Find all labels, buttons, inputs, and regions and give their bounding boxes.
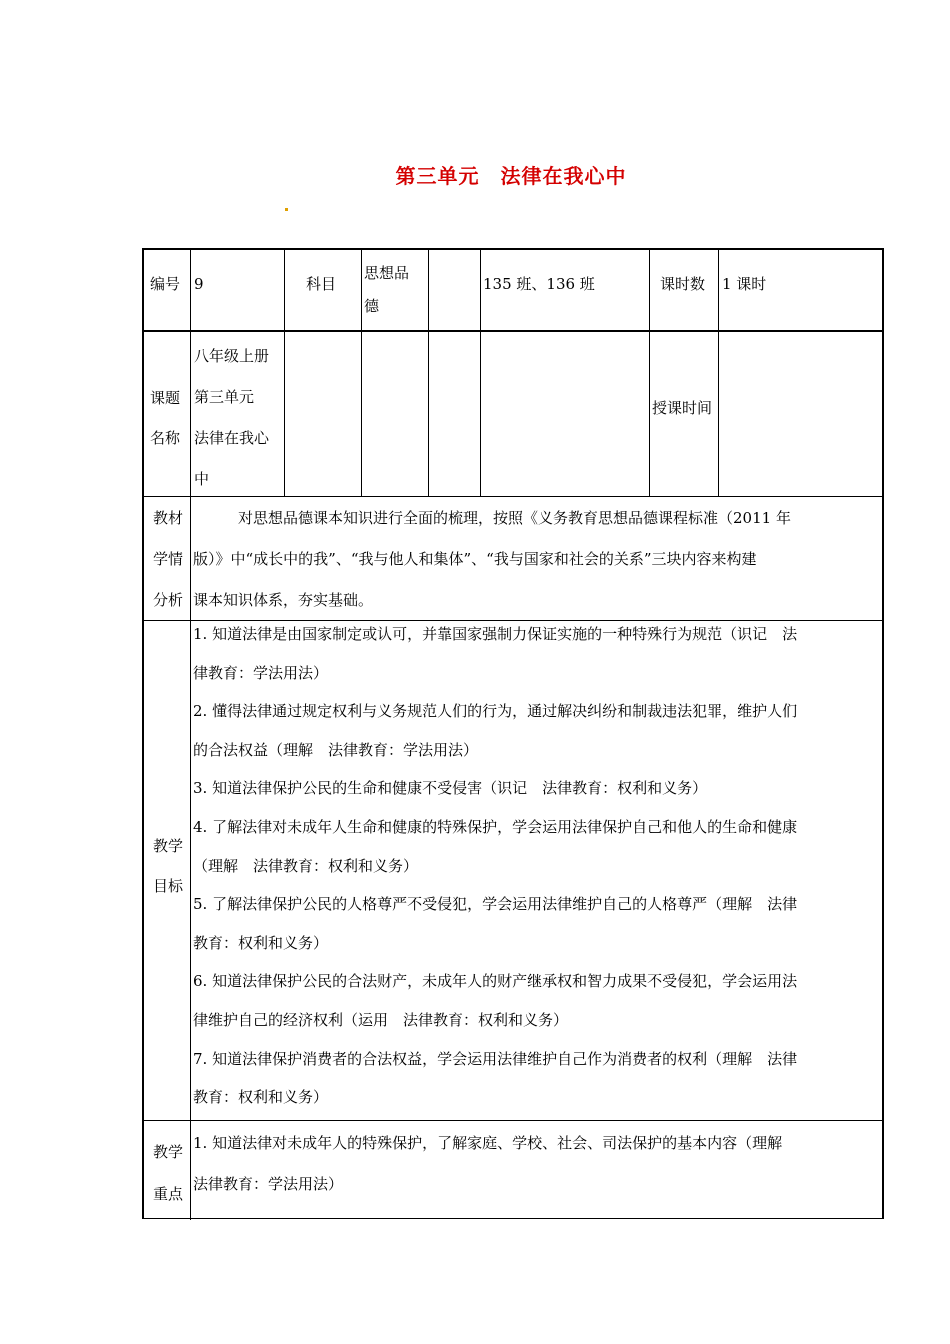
subject-value [364, 252, 409, 294]
objective-line: 4. 了解法律对未成年人生命和健康的特殊保护，学会运用法律保护自己和他人的生命和健康 [193, 817, 798, 836]
teaching-time-label: 授课时间 [652, 399, 713, 417]
analysis-line: 版）》中“成长中的我”、“我与他人和集体”、“我与国家和社会的关系”三块内容来构建 [193, 550, 757, 568]
key-points-label-line: 重点 [152, 1185, 183, 1203]
subject-value-line: 德 [364, 297, 380, 315]
stray-mark [285, 208, 288, 211]
number-label: 编号 [150, 275, 181, 293]
analysis-line: 课本知识体系，夯实基础。 [193, 591, 374, 609]
analysis-line: 对思想品德课本知识进行全面的梳理，按照《义务教育思想品德课程标准（2011 年 [193, 509, 791, 527]
objective-line: 的合法权益（理解 法律教育：学法用法） [193, 740, 479, 759]
topic-label-line: 课题 [150, 389, 181, 407]
number-value: 9 [194, 275, 204, 293]
key-points-label [150, 1131, 186, 1215]
hours-value: 1 课时 [722, 275, 767, 293]
class-value: 135 班、136 班 [483, 275, 595, 293]
topic-value-line: 第三单元 [194, 388, 255, 406]
objective-line: （理解 法律教育：权利和义务） [193, 856, 419, 875]
objective-line: 教育：权利和义务） [193, 1088, 329, 1107]
objectives-label [150, 826, 186, 906]
analysis-label-line: 教材 [152, 509, 183, 527]
objective-line: 5. 了解法律保护公民的人格尊严不受侵犯，学会运用法律维护自己的人格尊严（理解 法律 [193, 895, 798, 914]
key-point-line: 法律教育：学法用法） [193, 1175, 344, 1193]
objective-line: 3. 知道法律保护公民的生命和健康不受侵害（识记 法律教育：权利和义务） [193, 779, 708, 798]
topic-value-line: 八年级上册 [194, 347, 270, 365]
objective-line: 7. 知道法律保护消费者的合法权益，学会运用法律维护自己作为消费者的权利（理解 法律 [193, 1049, 798, 1068]
objectives-label-line: 目标 [152, 877, 183, 895]
key-point-line: 1. 知道法律对未成年人的特殊保护，了解家庭、学校、社会、司法保护的基本内容（理解 [193, 1134, 783, 1152]
key-points-text [193, 1123, 879, 1205]
analysis-text [193, 498, 879, 621]
analysis-label-line: 分析 [152, 591, 183, 609]
objective-line: 2. 懂得法律通过规定权利与义务规范人们的行为，通过解决纠纷和制裁违法犯罪，维护人们 [193, 702, 798, 721]
topic-label [150, 378, 180, 458]
topic-value [194, 336, 269, 500]
analysis-label-line: 学情 [152, 550, 183, 568]
analysis-label [150, 498, 186, 621]
topic-label-line: 名称 [150, 429, 181, 447]
objective-line: 律教育：学法用法） [193, 663, 329, 682]
objectives-label-line: 教学 [152, 837, 183, 855]
hours-label: 课时数 [660, 275, 706, 293]
page-title: 第三单元 法律在我心中 [395, 164, 627, 188]
topic-value-line: 法律在我心 [194, 429, 270, 447]
objective-line: 1. 知道法律是由国家制定或认可，并靠国家强制力保证实施的一种特殊行为规范（识记 法 [193, 625, 798, 643]
objective-line: 6. 知道法律保护公民的合法财产，未成年人的财产继承权和智力成果不受侵犯，学会运用法 [193, 972, 798, 991]
key-points-label-line: 教学 [152, 1143, 183, 1161]
subject-label: 科目 [306, 275, 337, 293]
subject-value-line: 思想品 [364, 264, 410, 282]
objectives-text [193, 615, 879, 1117]
objective-line: 律维护自己的经济权利（运用 法律教育：权利和义务） [193, 1010, 569, 1029]
objective-line: 教育：权利和义务） [193, 933, 329, 952]
topic-value-line: 中 [194, 470, 210, 488]
